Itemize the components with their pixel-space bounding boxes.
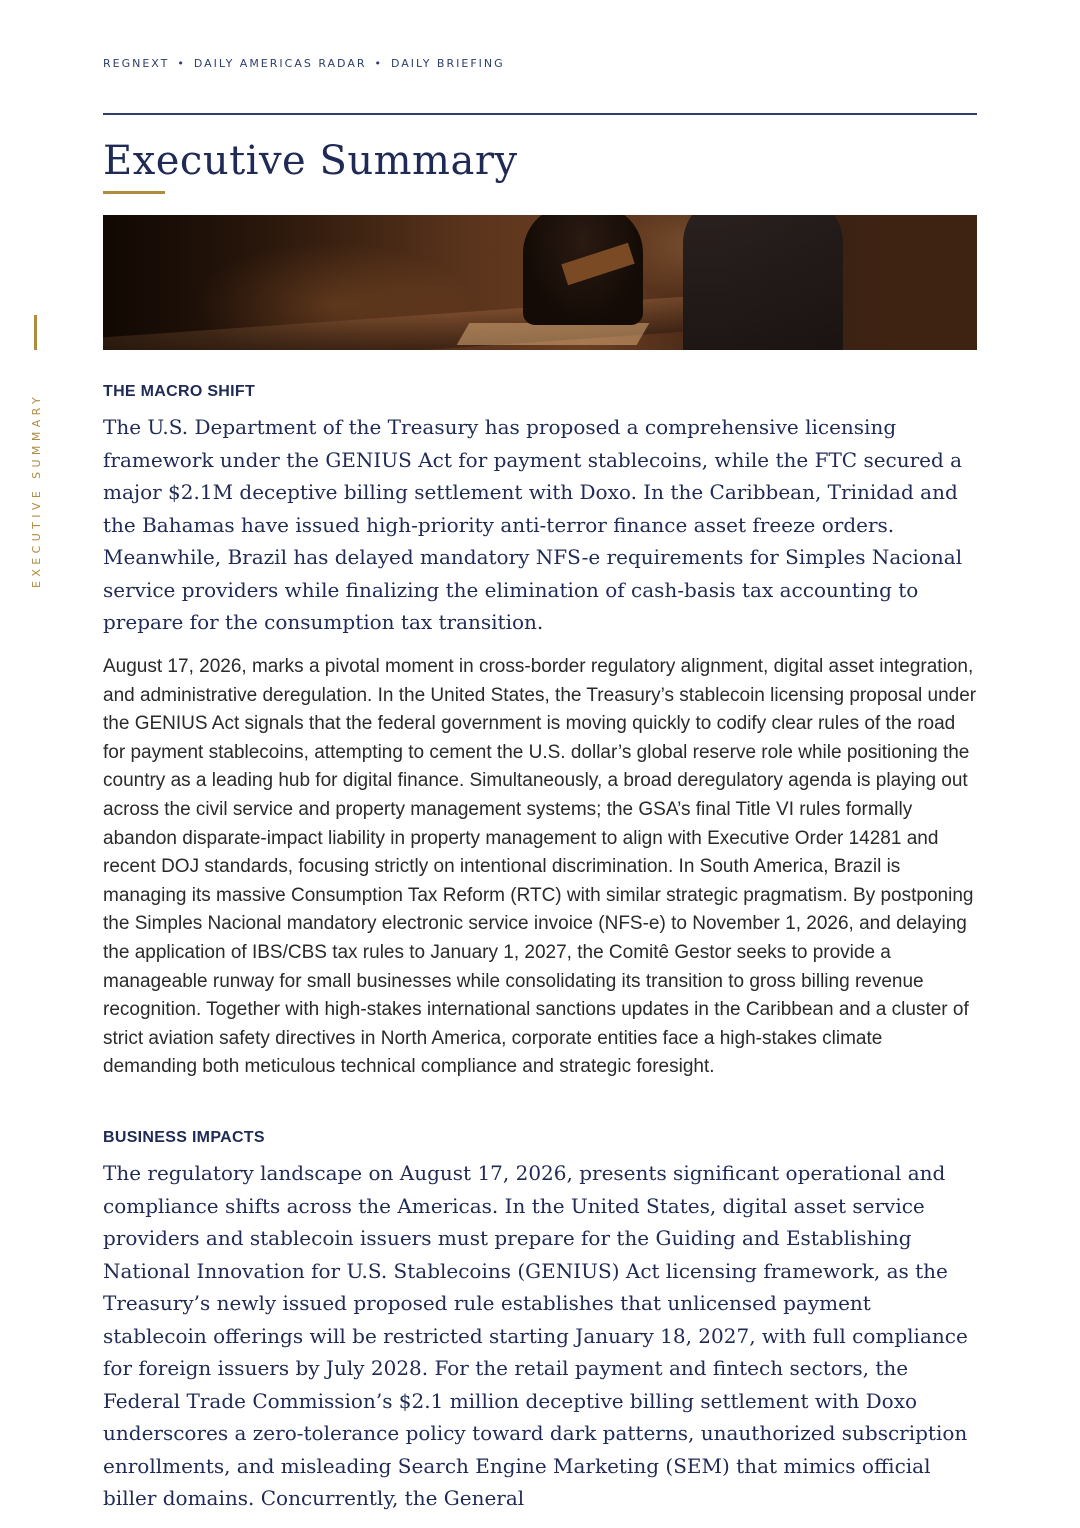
section-heading-business-impacts: BUSINESS IMPACTS: [103, 1129, 265, 1146]
breadcrumb-item-publication: DAILY AMERICAS RADAR: [193, 57, 367, 70]
hero-image: [103, 215, 977, 350]
title-underline: [103, 191, 165, 194]
side-accent-bar: [34, 315, 37, 350]
hero-vignette: [103, 215, 977, 350]
breadcrumb-separator: •: [374, 57, 383, 70]
breadcrumb-separator: •: [177, 57, 186, 70]
breadcrumb-item-brand: REGNEXT: [103, 57, 170, 70]
breadcrumb-item-type: DAILY BRIEFING: [391, 57, 505, 70]
side-section-label: EXECUTIVE SUMMARY: [30, 392, 43, 588]
page-title: Executive Summary: [103, 138, 518, 184]
macro-shift-body: August 17, 2026, marks a pivotal moment in cross-border regulatory alignment, digital asset integration, and administrative deregulation. In the United States, the Treasury’s stablecoin licensing proposal under the GENIUS Act signals that the federal government is moving quickly to codify clear rules of the road for payment stablecoins, attempting to cement the U.S. dollar’s global reserve role while positioning the country as a leading hub for digital finance. Simultaneously, a broad deregulatory agenda is playing out across the civil service and property management systems; the GSA’s final Title VI rules formally abandon disparate-impact liability in property management to align with Executive Order 14281 and recent DOJ standards, focusing strictly on intentional discrimination. In South America, Brazil is managing its massive Consumption Tax Reform (RTC) with similar strategic pragmatism. By postponing the Simples Nacional mandatory electronic service invoice (NFS-e) to November 1, 2026, and delaying the application of IBS/CBS tax rules to January 1, 2027, the Comitê Gestor seeks to provide a manageable runway for small businesses while consolidating its transition to gross billing revenue recognition. Together with high-stakes international sanctions updates in the Caribbean and a cluster of strict aviation safety directives in North America, corporate entities face a high-stakes climate demanding both meticulous technical compliance and strategic foresight.: [103, 656, 977, 1078]
section-heading-macro-shift: THE MACRO SHIFT: [103, 383, 256, 400]
header-divider: [103, 113, 977, 115]
macro-shift-lede: The U.S. Department of the Treasury has proposed a comprehensive licensing framework under the GENIUS Act for payment stablecoins, while the FTC secured a major $2.1M deceptive billing settlement with Doxo. In the Caribbean, Trinidad and the Bahamas have issued high-priority anti-terror finance asset freeze orders. Meanwhile, Brazil has delayed mandatory NFS-e requirements for Simples Nacional service providers while finalizing the elimination of cash-basis tax accounting to prepare for the consumption tax transition.: [103, 415, 963, 634]
business-impacts-lede: The regulatory landscape on August 17, 2026, presents significant operational and compliance shifts across the Americas. In the United States, digital asset service providers and stablecoin issuers must prepare for the Guiding and Establishing National Innovation for U.S. Stablecoins (GENIUS) Act licensing framework, as the Treasury’s newly issued proposed rule establishes that unlicensed payment stablecoin offerings will be restricted starting January 18, 2027, with full compliance for foreign issuers by July 2028. For the retail payment and fintech sectors, the Federal Trade Commission’s $2.1 million deceptive billing settlement with Doxo underscores a zero-tolerance policy toward dark patterns, unauthorized subscription enrollments, and misleading Search Engine Marketing (SEM) that mimics official biller domains. Concurrently, the General: [103, 1161, 968, 1510]
breadcrumb: [103, 57, 505, 70]
